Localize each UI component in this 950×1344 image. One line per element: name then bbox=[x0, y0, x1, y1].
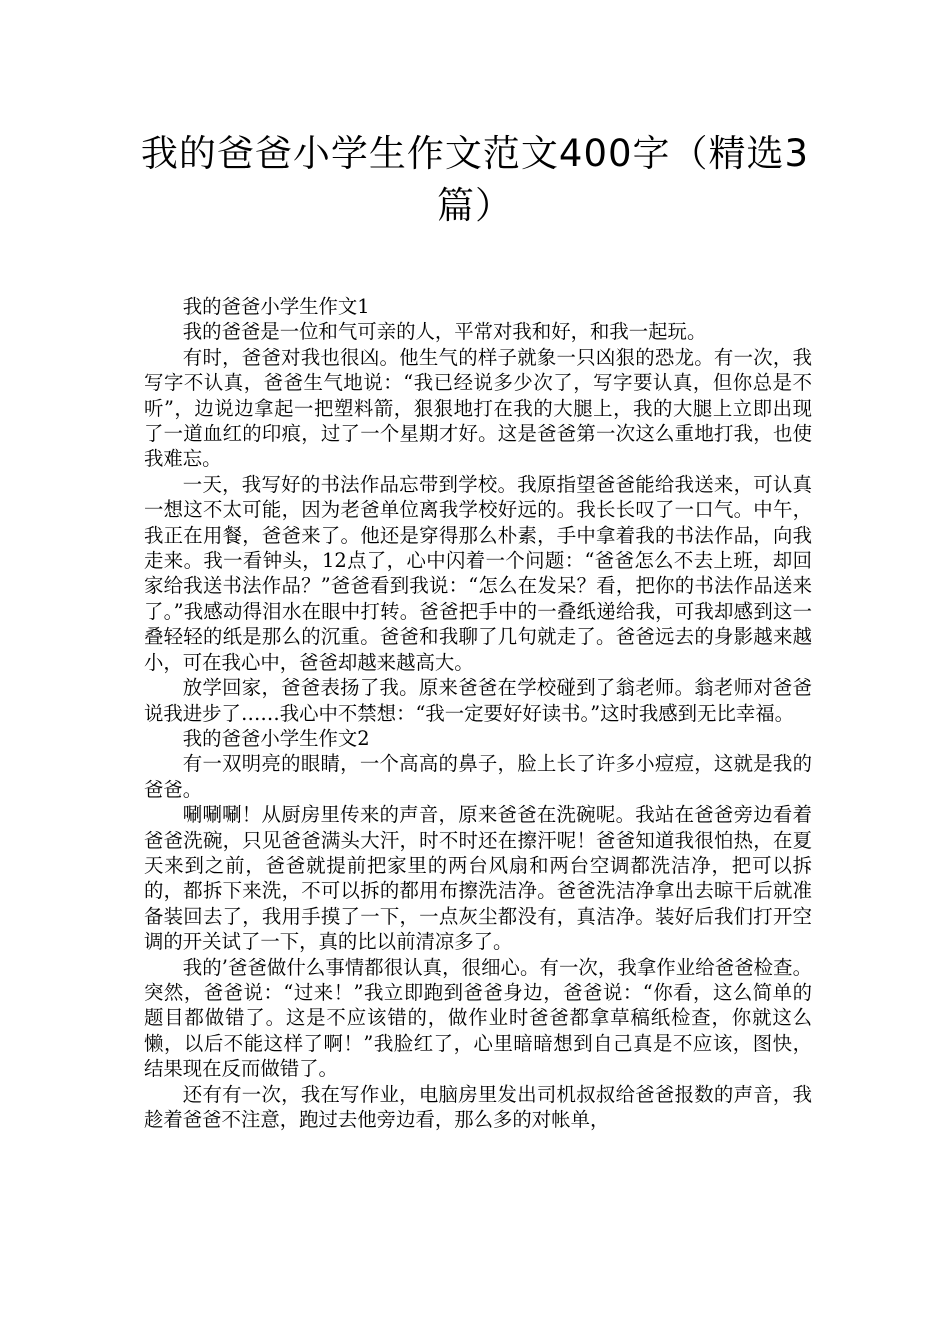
essay-2-heading: 我的爸爸小学生作文2 bbox=[182, 726, 370, 750]
paragraph: 一天，我写好的书法作品忘带到学校。我原指望爸爸能给我送来，可认真一想这不太可能，因为老爸单位离我学校好远的。我长长叹了一口气。中午，我正在用餐，爸爸来了。他还是穿得那么朴素，手中拿着我的书法作品，向我走来。我一看钟头，12点了，心中闪着一个问题：“爸爸怎么不去上班，却回家给我送书法作品？”爸爸看到我说：“怎么在发呆？看，把你的书法作品送来了。”我感动得泪水在眼中打转。爸爸把手中的一叠纸递给我，可我却感到这一叠轻轻的纸是那么的沉重。爸爸和我聊了几句就走了。爸爸远去的身影越来越小，可在我心中，爸爸却越来越高大。 bbox=[144, 472, 812, 674]
essay-1-heading: 我的爸爸小学生作文1 bbox=[182, 295, 370, 318]
paragraph: 有时，爸爸对我也很凶。他生气的样子就象一只凶狠的恐龙。有一次，我写字不认真，爸爸生气地说：“我已经说多少次了，写字要认真，但你总是不听”，边说边拿起一把塑料箭，狠狠地打在我的大腿上，我的大腿上立即出现了一道血红的印痕，过了一个星期才好。这是爸爸第一次这么重地打我，也使我难忘。 bbox=[144, 345, 812, 471]
paragraph: 放学回家，爸爸表扬了我。原来爸爸在学校碰到了翁老师。翁老师对爸爸说我进步了……我心中不禁想：“我一定要好好读书。”这时我感到无比幸福。 bbox=[144, 676, 812, 725]
document-title: 我的爸爸小学生作文范文400字（精选3篇） bbox=[140, 132, 810, 227]
paragraph: 还有有一次，我在写作业，电脑房里发出司机叔叔给爸爸报数的声音，我趁着爸爸不注意，跑过去他旁边看，那么多的对帐单， bbox=[144, 1082, 812, 1131]
paragraph: 唰唰唰！从厨房里传来的声音，原来爸爸在洗碗呢。我站在爸爸旁边看着爸爸洗碗，只见爸爸满头大汗，时不时还在擦汗呢！爸爸知道我很怕热，在夏天来到之前，爸爸就提前把家里的两台风扇和两台空调都洗洁净，把可以拆的，都拆下来洗，不可以拆的都用布擦洗洁净。爸爸洗洁净拿出去晾干后就准备装回去了，我用手摸了一下，一点灰尘都没有，真洁净。装好后我们打开空调的开关试了一下，真的比以前清凉多了。 bbox=[144, 803, 812, 954]
paragraph: 我的爸爸是一位和气可亲的人，平常对我和好，和我一起玩。 bbox=[182, 320, 707, 344]
paragraph: 有一双明亮的眼睛，一个高高的鼻子，脸上长了许多小痘痘，这就是我的爸爸。 bbox=[144, 752, 812, 801]
document-body bbox=[144, 294, 812, 1132]
paragraph: 我的’爸爸做什么事情都很认真，很细心。有一次，我拿作业给爸爸检查。突然，爸爸说：“过来！”我立即跑到爸爸身边，爸爸说：“你看，这么简单的题目都做错了。这是不应该错的，做作业时爸爸都拿草稿纸检查，你就这么懒，以后不能这样了啊！”我脸红了，心里暗暗想到自己真是不应该，图快，结果现在反而做错了。 bbox=[144, 955, 812, 1081]
